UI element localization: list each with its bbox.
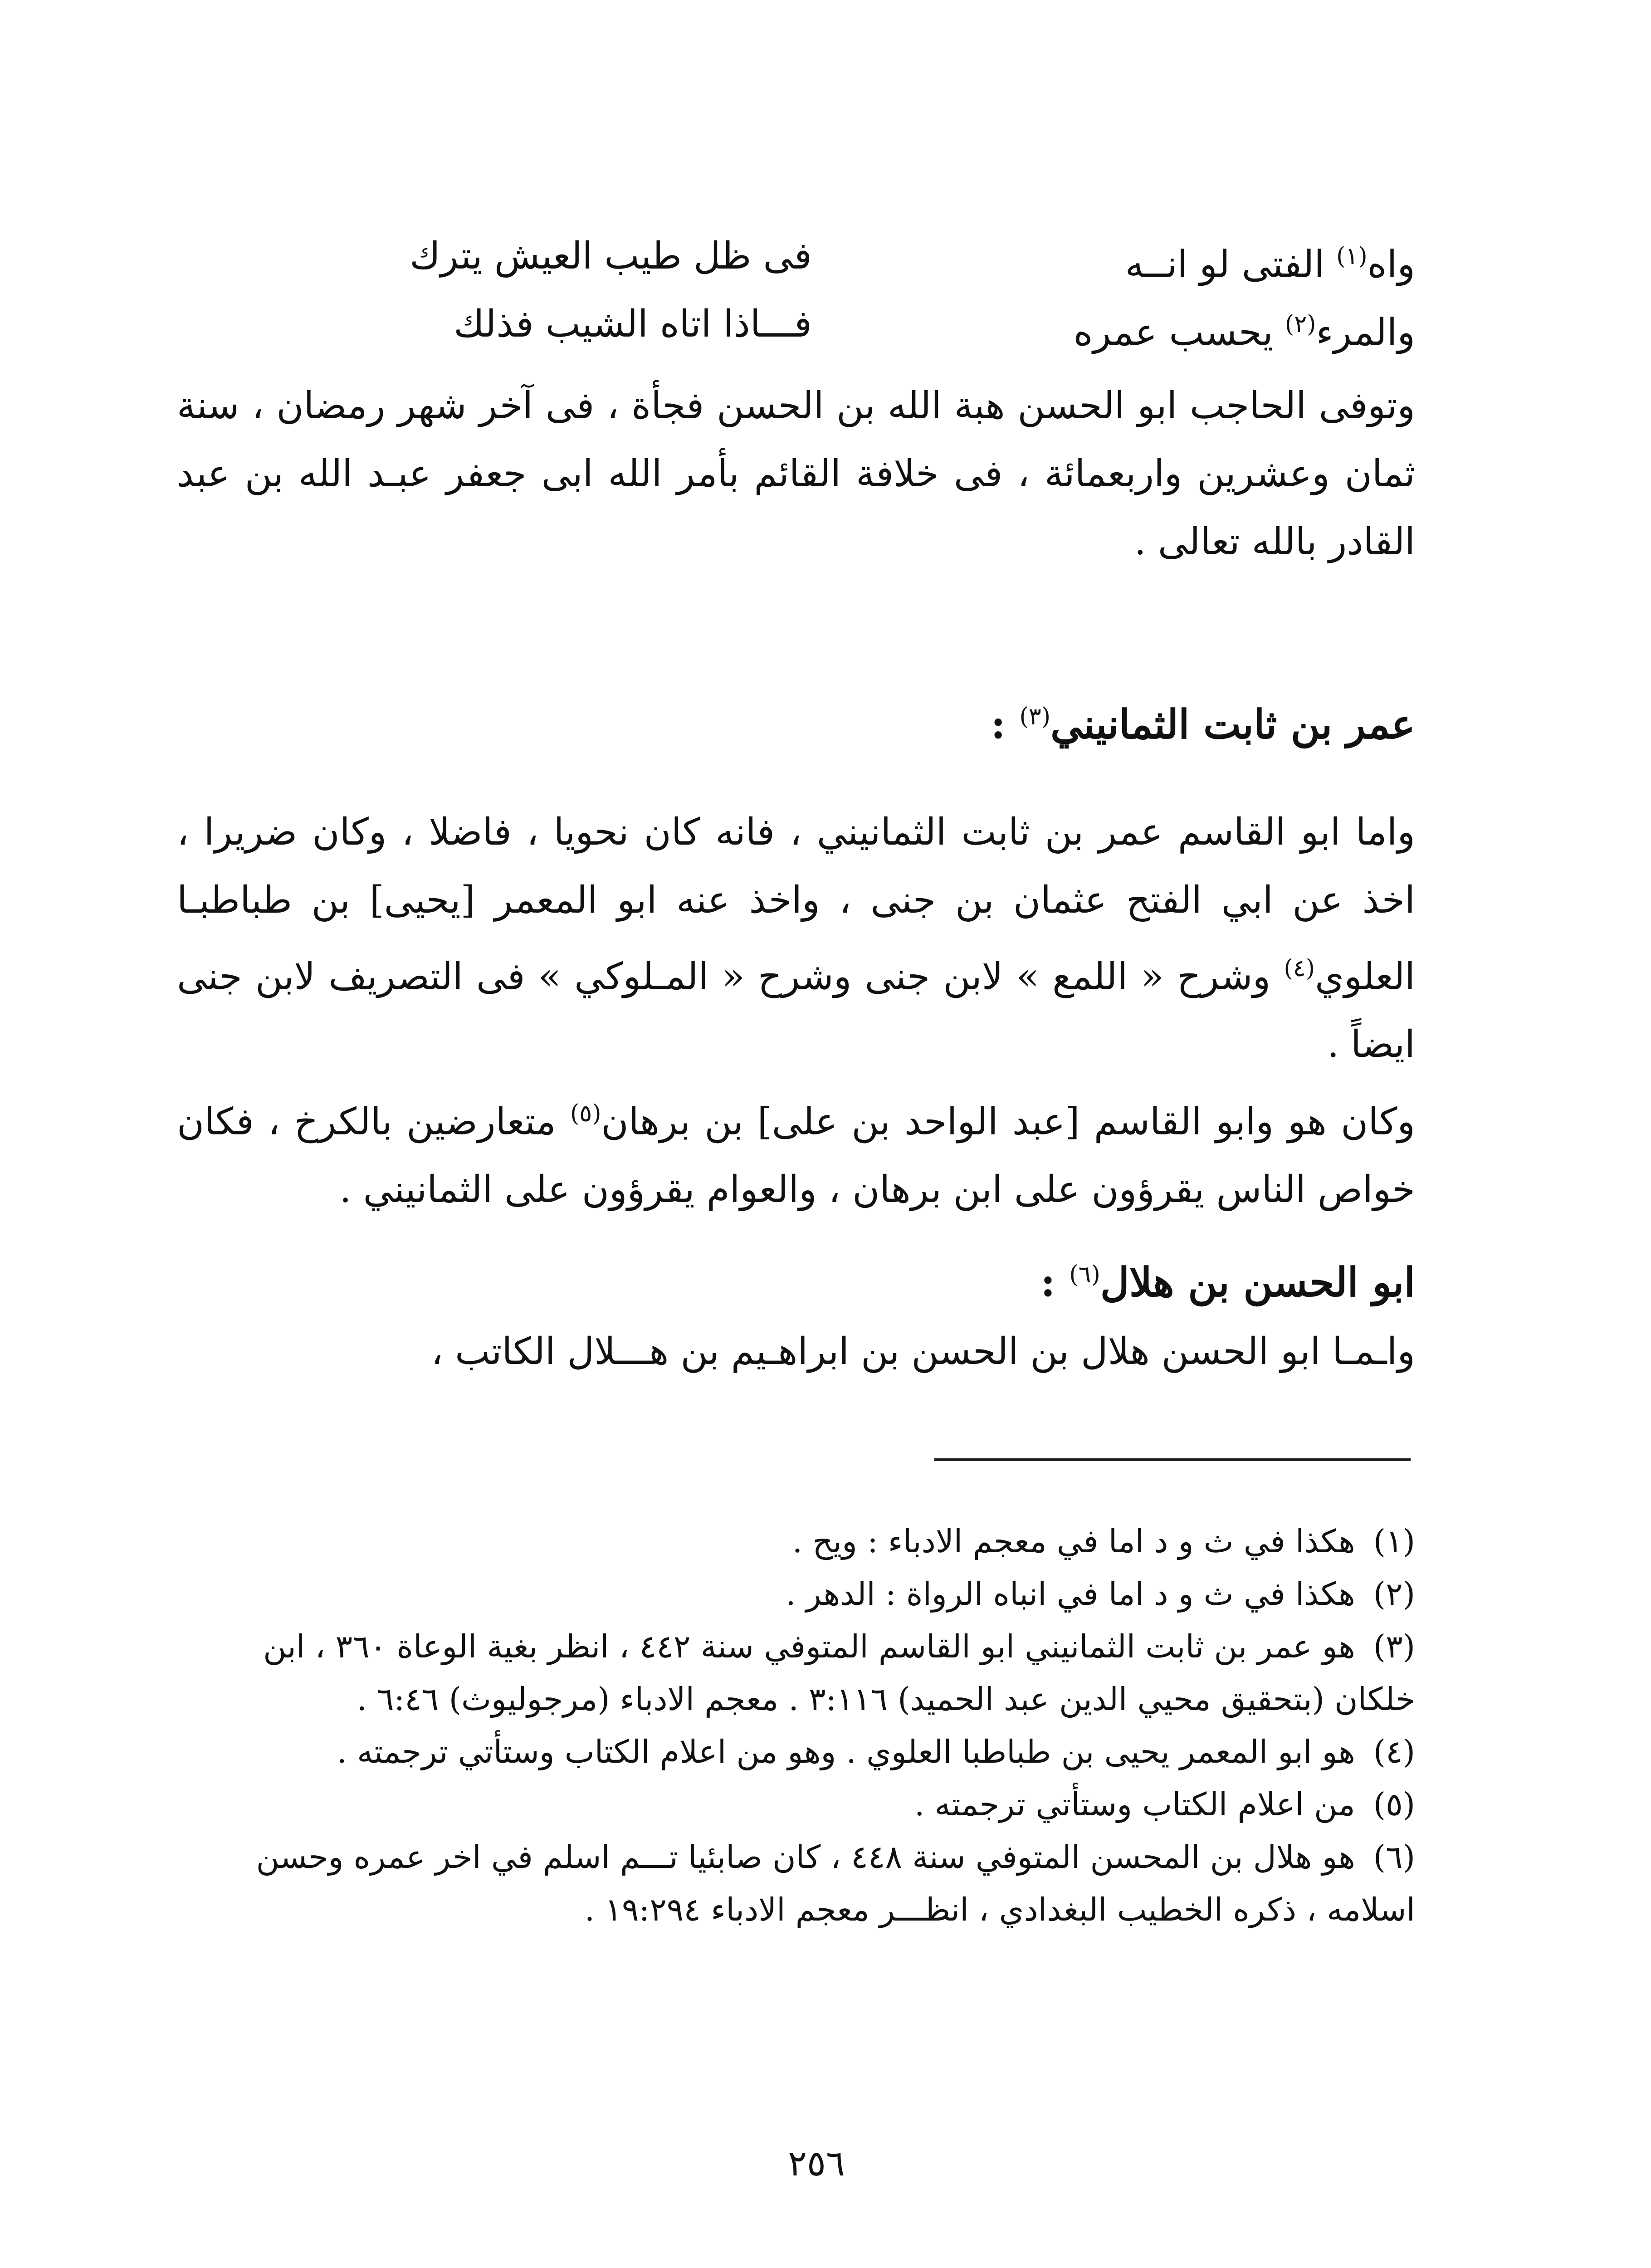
footnote-ref-6[interactable]: (٦) <box>1069 1261 1100 1288</box>
paragraph-thamanini-bio <box>177 798 1415 1079</box>
footnotes <box>177 1515 1415 1936</box>
section-heading-hilal <box>177 1243 1415 1314</box>
paragraph-hilal-intro: واـمـا ابو الحسن هلال بن الحسن بن ابراهـيم بن هـــلال الكاتب ، <box>431 1330 1415 1373</box>
heading-2-colon: : <box>1040 1258 1055 1306</box>
section-heading-thamanini <box>177 685 1415 756</box>
verse-1-first-hemistich <box>1125 229 1415 292</box>
footnote-3 <box>177 1620 1415 1725</box>
paragraph-2-part-b: وشرح « اللمع » لابن جنى وشرح « المـلوكي » فى التصريف لابن جنى ايضاً . <box>177 955 1415 1066</box>
verse-line-1 <box>281 229 1415 284</box>
verse-1-second-hemistich: فى ظل طيب العيش يترك <box>410 235 812 278</box>
verse-line-2 <box>281 297 1415 352</box>
heading-2-text: ابو الحسن بن هلال <box>1100 1258 1415 1306</box>
paragraph-3-part-a: وكان هو وابو القاسم [عبد الواحد بن على] بن برهان <box>601 1100 1415 1144</box>
footnote-2-text: هكذا في ث و د اما في انباه الرواة : الدهر . <box>786 1575 1355 1613</box>
footnote-3-text: هو عمر بن ثابت الثمانيني ابو القاسم المتوفي سنة ٤٤٢ ، انظر بغية الوعاة ٣٦٠ ، ابن خلكان (بتحقيق محيي الدين عبد الحميد) ٣:١١٦ . معجم الادباء (مرجوليوث) ٦:٤٦ . <box>263 1628 1415 1718</box>
verse-2-first-hemistich <box>1074 297 1415 360</box>
footnote-4-text: هو ابو المعمر يحيى بن طباطبا العلوي . وهو من اعلام الكتاب وستأتي ترجمته . <box>337 1733 1355 1770</box>
verse-1-word: واه <box>1367 243 1415 286</box>
verse-2-second-hemistich: فـــاذا اتاه الشيب فذلك <box>454 303 812 346</box>
footnote-3-number: (٣) <box>1373 1628 1415 1665</box>
footnote-separator <box>934 1458 1411 1461</box>
footnote-6-text: هو هلال بن المحسن المتوفي سنة ٤٤٨ ، كان صابئيا تـــم اسلم في اخر عمره وحسن اسلامه ، ذكره الخطيب البغدادي ، انظـــر معجم الادباء ١٩:٢٩٤ . <box>256 1838 1415 1928</box>
footnote-ref-1[interactable]: (١) <box>1336 243 1368 270</box>
footnote-1 <box>177 1515 1415 1568</box>
footnote-5 <box>177 1778 1415 1831</box>
footnote-1-text: هكذا في ث و د اما في معجم الادباء : ويح . <box>792 1523 1355 1560</box>
footnote-5-number: (٥) <box>1373 1786 1415 1823</box>
footnote-6-number: (٦) <box>1373 1838 1415 1876</box>
verse-2-word: والمرء <box>1316 311 1415 354</box>
heading-1-text: عمر بن ثابت الثمانيني <box>1050 700 1415 748</box>
footnote-2 <box>177 1568 1415 1620</box>
footnote-5-text: من اعلام الكتاب وستأتي ترجمته . <box>914 1786 1355 1823</box>
paragraph-burhan-rivalry <box>177 1080 1415 1224</box>
footnote-4-number: (٤) <box>1373 1733 1415 1770</box>
paragraph-death-notice: وتوفى الحاجب ابو الحسن هبة الله بن الحسن فجأة ، فى آخر شهر رمضان ، سنة ثمان وعشرين واربعمائة ، فى خلافة القائم بأمر الله ابى جعفر عبـد الله بن عبد القادر بالله تعالى . <box>177 384 1415 563</box>
paragraph-3-part-b: متعارضين بالكرخ ، فكان خواص الناس يقرؤون على ابن برهان ، والعوام يقرؤون على الثمانيني . <box>177 1100 1415 1212</box>
footnote-ref-4[interactable]: (٤) <box>1284 955 1315 982</box>
verse-1-first-rest: الفتى لو انــه <box>1125 243 1325 286</box>
footnote-4 <box>177 1725 1415 1778</box>
footnote-2-number: (٢) <box>1373 1575 1415 1613</box>
page-number: ٢٥٦ <box>788 2143 845 2184</box>
footnote-1-number: (١) <box>1373 1523 1415 1560</box>
footnote-6 <box>177 1831 1415 1936</box>
footnote-ref-5[interactable]: (٥) <box>570 1100 601 1127</box>
paragraph-2-part-a: واما ابو القاسم عمر بن ثابت الثمانيني ، فانه كان نحويا ، فاضلا ، وكان ضريرا ، اخذ عن ابي الفتح عثمان بن جنى ، واخذ عنه ابو المعمر [يحيى] بن طباطبـا العلوي <box>177 811 1415 998</box>
heading-1-colon: : <box>991 700 1006 748</box>
footnote-ref-2[interactable]: (٢) <box>1285 311 1316 338</box>
footnote-ref-3[interactable]: (٣) <box>1019 703 1050 730</box>
verse-2-first-rest: يحسب عمره <box>1073 311 1273 354</box>
